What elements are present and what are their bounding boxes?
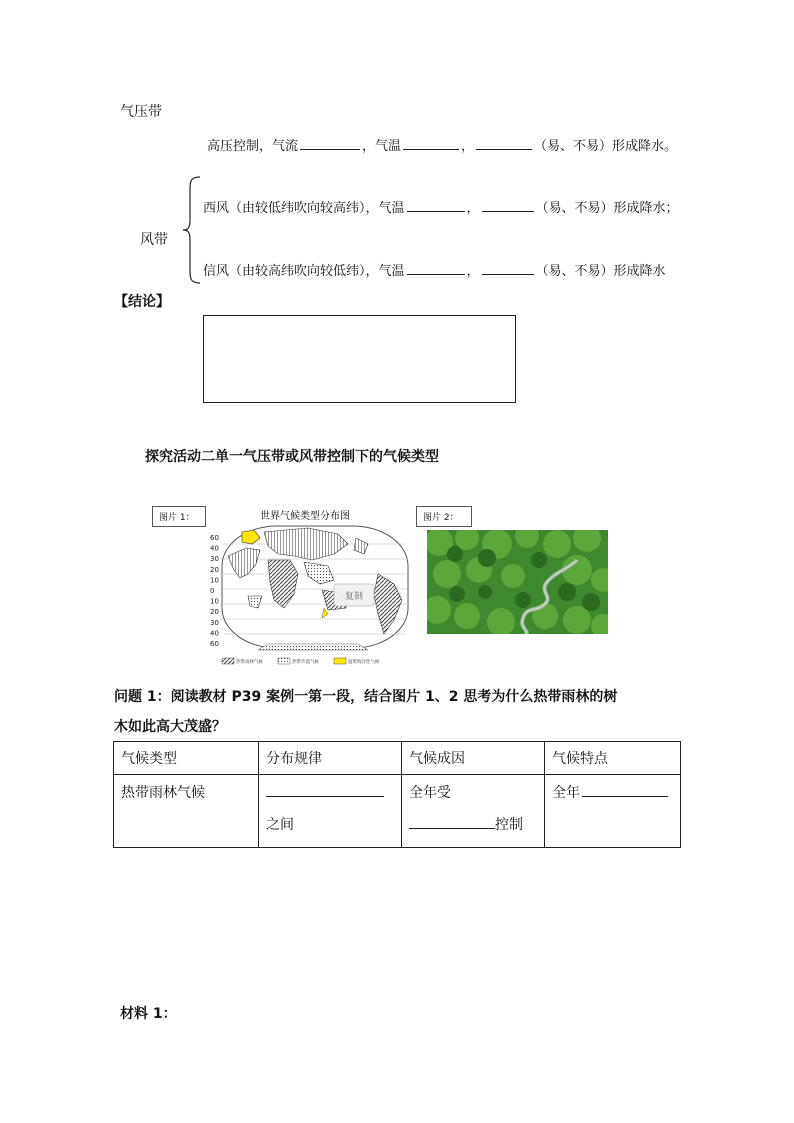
fill-blank[interactable] (482, 273, 534, 275)
table-cell-distribution (259, 775, 402, 848)
latitude-label: 60 (210, 534, 219, 542)
legend-label: 热带雨林气候 (236, 660, 263, 665)
legend-label: 温带海洋性气候 (348, 660, 380, 665)
table-header-cell: 气候特点 (545, 742, 681, 775)
text-segment: （易、不易）形成降水； (535, 201, 679, 216)
latitude-label: 20 (210, 565, 219, 574)
question1-line2: 木如此高大茂盛？ (114, 719, 226, 735)
text-segment: 高压控制，气流 (207, 139, 299, 154)
table-cell-type: 热带雨林气候 (114, 775, 259, 848)
forest-river-image (427, 530, 608, 634)
text-segment: ， (461, 139, 475, 154)
text-segment: ，气温 (362, 139, 402, 154)
conclusion-answer-box[interactable] (203, 315, 516, 403)
table-cell-feature (545, 775, 681, 848)
wind-belt-label: 风带 (140, 232, 168, 248)
fill-blank[interactable] (403, 148, 459, 150)
cause-prefix: 全年受 (409, 785, 451, 801)
material1-label: 材料 1： (120, 1006, 177, 1022)
text-segment: ， (466, 201, 480, 216)
latitude-label: 10 (210, 576, 219, 585)
legend-label: 热带沙漠气候 (292, 660, 319, 665)
fill-blank[interactable] (407, 273, 465, 275)
westerly-line (203, 197, 679, 216)
table-header-cell: 分布规律 (259, 742, 402, 775)
fill-blank[interactable] (482, 210, 534, 212)
text-segment: （易、不易）形成降水 (535, 264, 666, 279)
fill-blank[interactable] (476, 148, 532, 150)
latitude-label: 0 (210, 587, 215, 595)
fill-blank[interactable] (407, 210, 465, 212)
conclusion-heading: 【结论】 (114, 294, 170, 310)
latitude-label: 30 (210, 555, 219, 564)
pressure-belt-heading: 气压带 (120, 104, 162, 120)
activity-title: 探究活动二单一气压带或风带控制下的气候类型 (145, 449, 439, 465)
latitude-label: 40 (210, 629, 219, 638)
text-segment: （易、不易）形成降水。 (534, 139, 678, 154)
fill-blank[interactable] (409, 827, 495, 829)
fill-blank[interactable] (582, 795, 668, 797)
copy-button[interactable]: 复制 (345, 592, 364, 602)
fill-blank[interactable] (266, 795, 384, 797)
table-cell-cause (402, 775, 545, 848)
text-segment: ， (466, 264, 480, 279)
table-header-row (114, 742, 681, 775)
table-header-cell: 气候成因 (402, 742, 545, 775)
distribution-suffix: 之间 (266, 817, 294, 833)
fill-blank[interactable] (300, 148, 360, 150)
brace-icon (182, 176, 202, 284)
climate-table (113, 741, 681, 848)
cause-suffix: 控制 (495, 817, 523, 833)
figure1-caption: 图片 1： (152, 506, 206, 527)
latitude-label: 40 (210, 544, 219, 553)
latitude-label: 10 (210, 597, 219, 606)
table-header-cell: 气候类型 (114, 742, 259, 775)
latitude-label: 60 (210, 640, 219, 648)
text-segment: 信风（由较高纬吹向较低纬），气温 (203, 264, 405, 279)
world-map-illustration (208, 504, 415, 670)
trade-wind-line (203, 260, 666, 279)
map-title: 世界气候类型分布图 (260, 511, 350, 522)
feature-prefix: 全年 (552, 785, 580, 801)
pressure-belt-line (207, 135, 677, 154)
figure2-caption: 图片 2： (416, 506, 472, 527)
latitude-label: 30 (210, 618, 219, 627)
question1-line1: 问题 1：阅读教材 P39 案例一第一段，结合图片 1、2 思考为什么热带雨林的树 (114, 689, 618, 705)
rainforest-photo (427, 530, 608, 634)
table-row (114, 775, 681, 848)
climate-map (208, 504, 415, 670)
text-segment: 西风（由较低纬吹向较高纬），气温 (203, 201, 405, 216)
latitude-label: 20 (210, 608, 219, 617)
